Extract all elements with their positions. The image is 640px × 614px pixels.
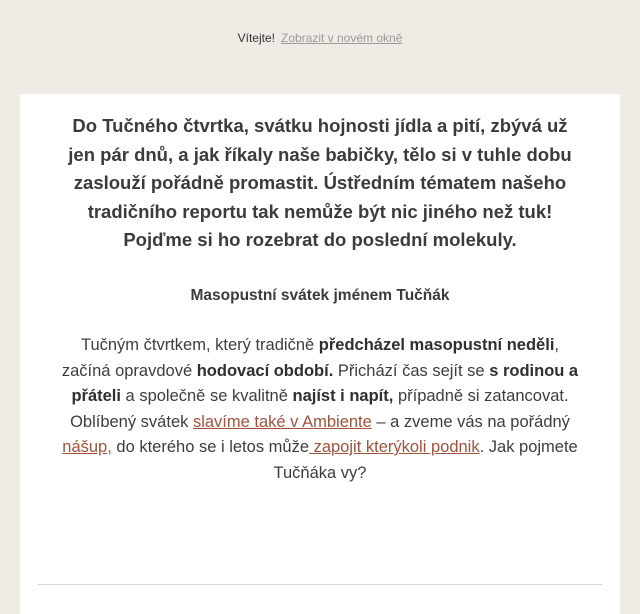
ambiente-link[interactable]: slavíme také v Ambiente — [192, 412, 372, 431]
preheader — [0, 0, 640, 76]
newsletter-card — [20, 94, 620, 614]
body-text-2: , začíná opravdové — [61, 336, 559, 380]
nasup-link[interactable]: nášup, — [62, 438, 112, 456]
intro-paragraph: Do Tučného čtvrtka, svátku hojnosti jídla a pití, zbývá už jen pár dnů, a jak říkaly naše babičky, tělo si v tuhle dobu zaslouží pořádně promastit. Ústředním tématem našeho tradičního reportu tak nemůže být nic jiného než tuk! Pojďme si ho rozebrat do poslední molekuly. — [68, 115, 572, 250]
body-text-6: – a zveme vás na pořádný — [371, 412, 570, 431]
open-in-new-window-link[interactable]: Zobrazit v novém okně — [280, 31, 403, 45]
body-paragraph — [60, 333, 580, 486]
body-text-7: do kterého se i letos může — [111, 438, 309, 456]
join-business-link[interactable]: zapojit kterýkoli podnik — [309, 438, 480, 456]
body-text-5: případně si zatancovat. Oblíbený svátek — [70, 387, 569, 431]
body-bold-2: hodovací období. — [196, 361, 334, 380]
section-heading: Masopustní svátek jménem Tučňák — [190, 287, 450, 304]
body-bold-3: s rodinou a přáteli — [71, 361, 579, 405]
body-bold-4: najíst i napít, — [292, 387, 394, 405]
divider — [38, 584, 602, 585]
body-bold-1: předcházel masopustní neděli — [318, 336, 555, 354]
body-text-4: a společně se kvalitně — [120, 387, 293, 405]
body-text-3: Přichází čas sejít se — [333, 361, 490, 380]
body-text-1: Tučným čtvrtkem, který tradičně — [80, 336, 319, 354]
greeting-text: Vítejte! — [237, 31, 275, 45]
body-text-8: . Jak pojmete Tučňáka vy? — [273, 438, 578, 482]
